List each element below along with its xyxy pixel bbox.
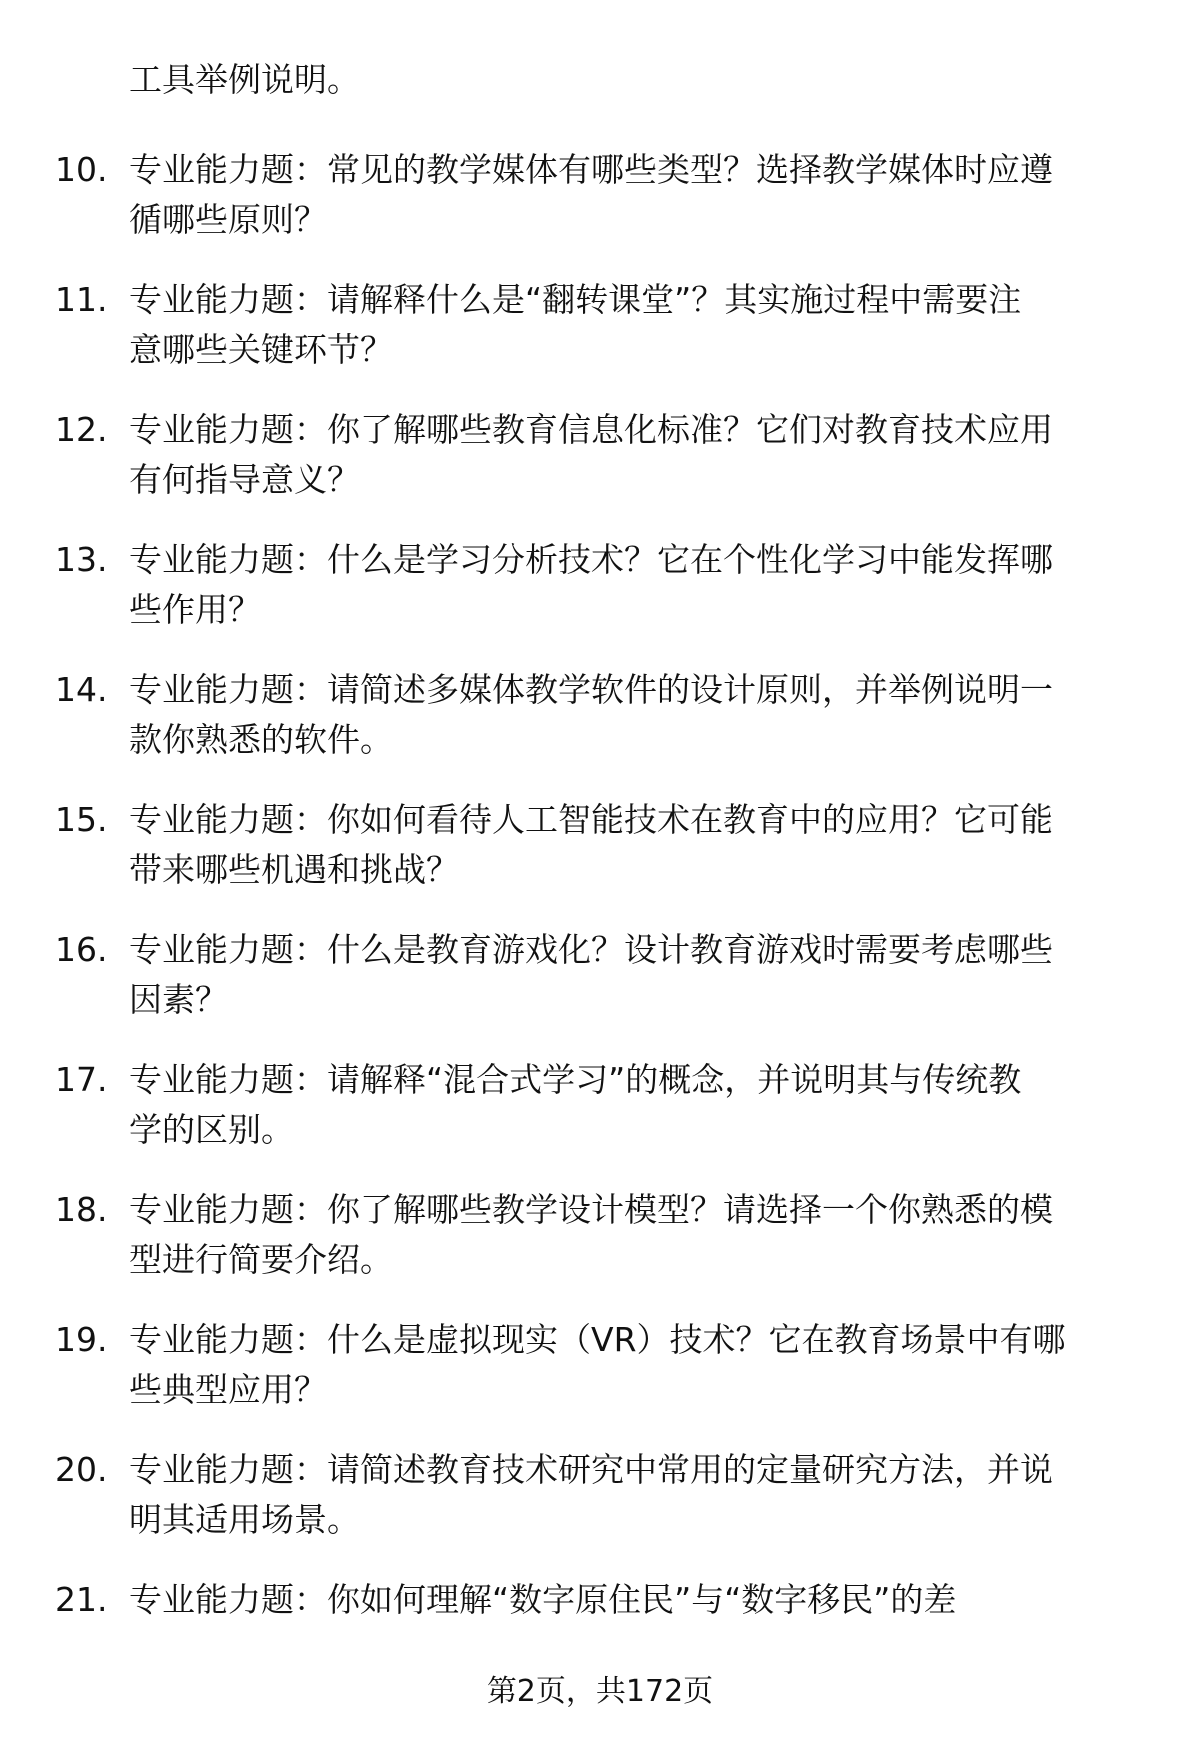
question-number: 10. <box>55 150 108 189</box>
question-line: 专业能力题：什么是学习分析技术？它在个性化学习中能发挥哪 <box>129 540 1053 579</box>
question-number: 14. <box>55 670 108 709</box>
question-line: 因素？ <box>129 980 228 1019</box>
question-line: 专业能力题：你了解哪些教育信息化标准？它们对教育技术应用 <box>129 410 1053 449</box>
question-number: 20. <box>55 1450 108 1489</box>
question-line: 专业能力题：你如何看待人工智能技术在教育中的应用？它可能 <box>129 800 1053 839</box>
question-item <box>0 275 1200 405</box>
question-line: 明其适用场景。 <box>129 1500 360 1539</box>
question-list <box>0 145 1200 1705</box>
question-item <box>0 795 1200 925</box>
question-text <box>129 1445 1149 1545</box>
question-text <box>129 1185 1149 1285</box>
question-text <box>129 1055 1149 1155</box>
question-text <box>129 535 1149 635</box>
question-item <box>0 1445 1200 1575</box>
question-line: 专业能力题：请解释“混合式学习”的概念，并说明其与传统教 <box>129 1060 1022 1099</box>
question-item <box>0 925 1200 1055</box>
question-text <box>129 925 1149 1025</box>
question-line: 专业能力题：常见的教学媒体有哪些类型？选择教学媒体时应遵 <box>129 150 1053 189</box>
question-line: 带来哪些机遇和挑战？ <box>129 850 459 889</box>
question-number: 11. <box>55 280 108 319</box>
question-text <box>129 145 1149 245</box>
question-line: 专业能力题：你了解哪些教学设计模型？请选择一个你熟悉的模 <box>129 1190 1053 1229</box>
question-line: 些作用？ <box>129 590 261 629</box>
question-number: 12. <box>55 410 108 449</box>
question-text <box>129 405 1149 505</box>
question-line: 型进行简要介绍。 <box>129 1240 393 1279</box>
question-line: 些典型应用？ <box>129 1370 327 1409</box>
question-line: 款你熟悉的软件。 <box>129 720 393 759</box>
question-text <box>129 1575 1149 1625</box>
question-item <box>0 665 1200 795</box>
question-item <box>0 1315 1200 1445</box>
question-text <box>129 1315 1149 1415</box>
question-number: 17. <box>55 1060 108 1099</box>
question-line: 专业能力题：请简述教育技术研究中常用的定量研究方法，并说 <box>129 1450 1053 1489</box>
question-line: 循哪些原则？ <box>129 200 327 239</box>
question-line: 专业能力题：什么是教育游戏化？设计教育游戏时需要考虑哪些 <box>129 930 1053 969</box>
question-item <box>0 535 1200 665</box>
question-number: 15. <box>55 800 108 839</box>
question-item <box>0 1055 1200 1185</box>
question-text <box>129 795 1149 895</box>
question-number: 18. <box>55 1190 108 1229</box>
question-number: 21. <box>55 1580 108 1619</box>
question-line: 意哪些关键环节？ <box>129 330 393 369</box>
question-line: 专业能力题：什么是虚拟现实（VR）技术？它在教育场景中有哪 <box>129 1320 1066 1359</box>
question-item <box>0 145 1200 275</box>
question-line: 专业能力题：请解释什么是“翻转课堂”？其实施过程中需要注 <box>129 280 1022 319</box>
question-item <box>0 405 1200 535</box>
question-number: 13. <box>55 540 108 579</box>
question-line: 专业能力题：你如何理解“数字原住民”与“数字移民”的差 <box>129 1580 957 1619</box>
question-text <box>129 275 1149 375</box>
page-footer: 第2页，共172页 <box>486 1674 714 1709</box>
question-item <box>0 1185 1200 1315</box>
question-text <box>129 665 1149 765</box>
question-line: 有何指导意义？ <box>129 460 360 499</box>
question-number: 19. <box>55 1320 108 1359</box>
question-number: 16. <box>55 930 108 969</box>
continuation-text: 工具举例说明。 <box>129 60 360 99</box>
question-line: 专业能力题：请简述多媒体教学软件的设计原则，并举例说明一 <box>129 670 1053 709</box>
question-line: 学的区别。 <box>129 1110 294 1149</box>
